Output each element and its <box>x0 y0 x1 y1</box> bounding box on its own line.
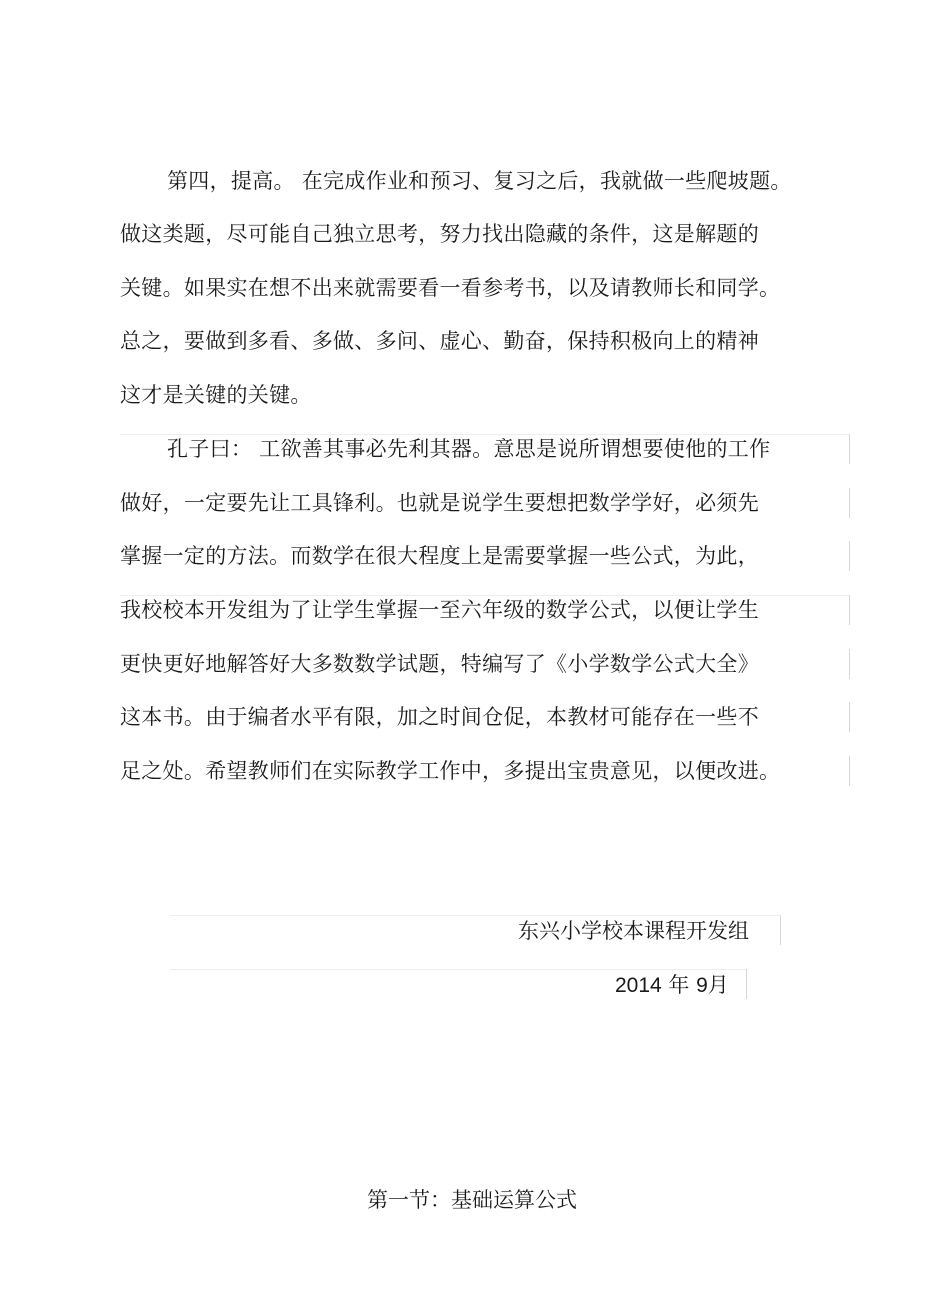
paragraph-1-line: 总之，要做到多看、多做、多问、虚心、勤奋，保持积极向上的精神 <box>120 329 759 353</box>
paragraph-1-line: 做这类题，尽可能自己独立思考，努力找出隐藏的条件，这是解题的 <box>120 222 759 246</box>
guide-line <box>849 649 850 679</box>
guide-line <box>746 969 747 999</box>
guide-line <box>120 434 849 435</box>
paragraph-1-line: 第四，提高。 在完成作业和预习、复习之后，我就做一些爬坡题。 <box>167 169 792 193</box>
signature-date <box>615 970 729 1001</box>
guide-line <box>120 595 849 596</box>
paragraph-2-line: 做好，一定要先让工具锋利。也就是说学生要想把数学学好，必须先 <box>120 491 759 515</box>
paragraph-1-line: 关键。如果实在想不出来就需要看一看参考书，以及请教师长和同学。 <box>120 276 781 300</box>
date-year: 2014 <box>615 974 662 997</box>
date-year-unit: 年 <box>668 973 690 997</box>
guide-line <box>849 541 850 571</box>
paragraph-2-line: 我校校本开发组为了让学生掌握一至六年级的数学公式，以便让学生 <box>120 598 759 622</box>
paragraph-2-line: 足之处。希望教师们在实际教学工作中，多提出宝贵意见，以便改进。 <box>120 759 781 783</box>
paragraph-2-line: 掌握一定的方法。而数学在很大程度上是需要掌握一些公式，为此， <box>120 544 759 568</box>
paragraph-2-line: 这本书。由于编者水平有限，加之时间仓促，本教材可能存在一些不 <box>120 705 759 729</box>
date-month-unit: 月 <box>707 973 729 997</box>
guide-line <box>849 702 850 732</box>
guide-line <box>849 595 850 625</box>
guide-line <box>849 488 850 518</box>
paragraph-2-line: 孔子曰： 工欲善其事必先利其器。意思是说所谓想要使他的工作 <box>167 437 771 461</box>
paragraph-2-line: 更快更好地解答好大多数数学试题，特编写了《小学数学公式大全》 <box>120 652 759 676</box>
paragraph-1-line: 这才是关键的关键。 <box>120 383 312 407</box>
section-title: 第一节：基础运算公式 <box>367 1188 577 1212</box>
date-month: 9 <box>696 974 708 997</box>
guide-line <box>849 434 850 464</box>
guide-line <box>780 915 781 945</box>
guide-line <box>849 756 850 786</box>
signature-organization: 东兴小学校本课程开发组 <box>518 919 749 943</box>
